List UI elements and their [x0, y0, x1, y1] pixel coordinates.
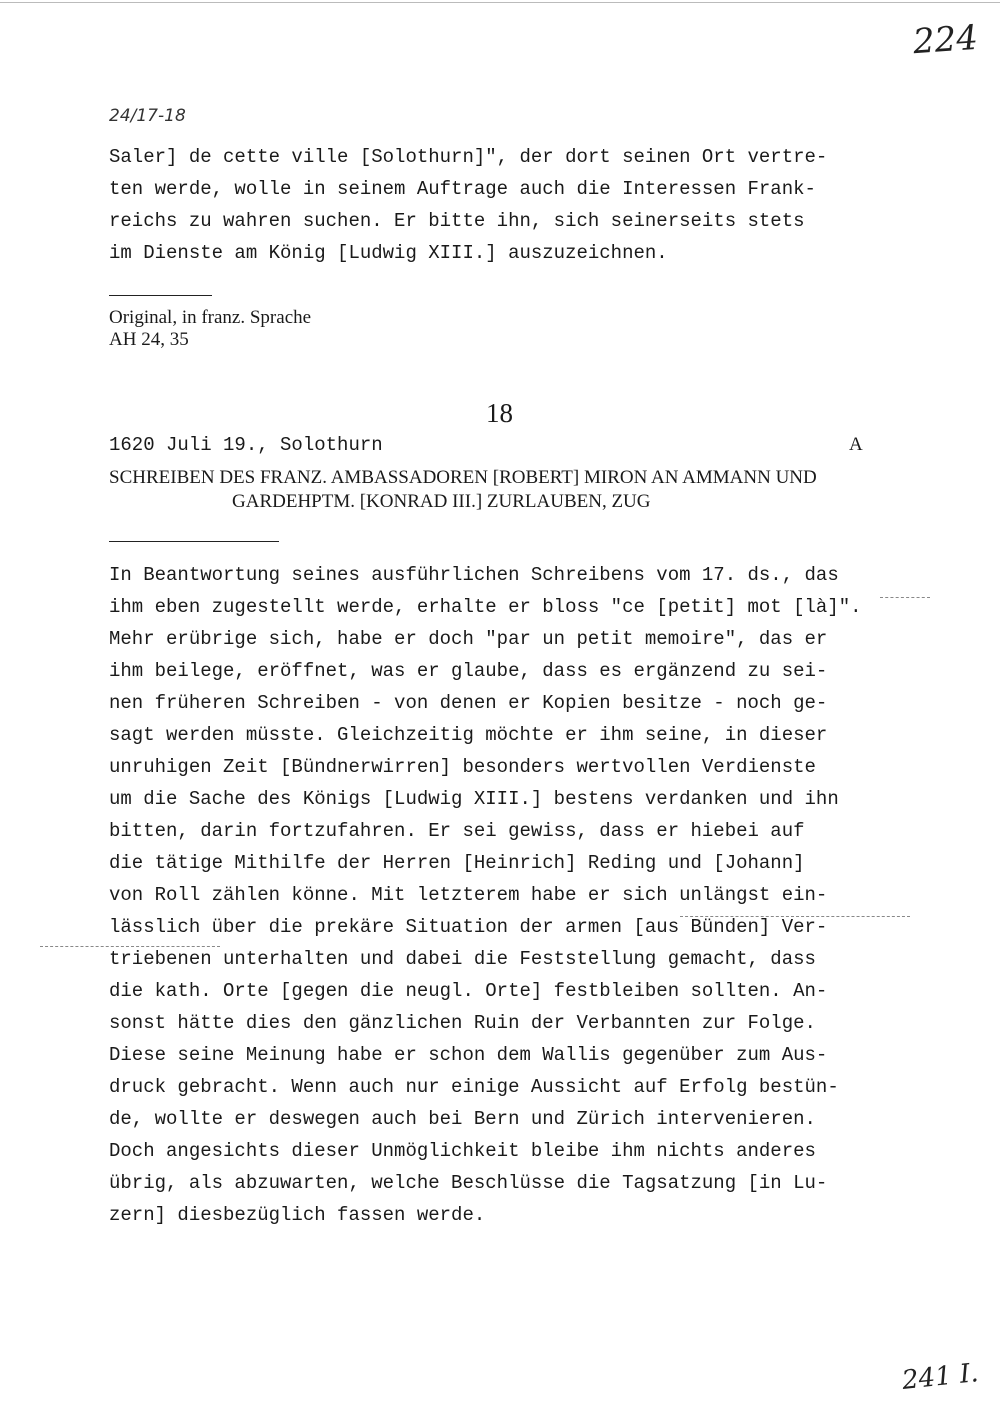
scan-artifact — [0, 2, 1000, 3]
text-line: Doch angesichts dieser Unmöglichkeit bleibe ihm nichts anderes — [109, 1140, 816, 1162]
intro-paragraph — [109, 141, 827, 269]
text-line: sagt werden müsste. Gleichzeitig möchte er ihm seine, in dieser — [109, 724, 828, 746]
text-line: nen früheren Schreiben - von denen er Kopien besitze - noch ge- — [109, 692, 828, 714]
body-paragraph — [109, 559, 862, 1231]
text-line: von Roll zählen könne. Mit letzterem habe er sich unlängst ein- — [109, 884, 828, 906]
text-line: Mehr erübrige sich, habe er doch "par un petit memoire", das er — [109, 628, 828, 650]
text-line: Saler] de cette ville [Solothurn]", der dort seinen Ort vertre- — [109, 146, 828, 168]
document-number: 18 — [486, 398, 513, 428]
text-line: übrig, als abzuwarten, welche Beschlüsse die Tagsatzung [in Lu- — [109, 1172, 828, 1194]
text-line: ten werde, wolle in seinem Auftrage auch die Interessen Frank- — [109, 178, 816, 200]
scan-artifact — [40, 946, 220, 947]
text-line: reichs zu wahren suchen. Er bitte ihn, sich seinerseits stets — [109, 210, 805, 232]
text-line: Diese seine Meinung habe er schon dem Wallis gegenüber zum Aus- — [109, 1044, 828, 1066]
document-title-line-2: GARDEHPTM. [KONRAD III.] ZURLAUBEN, ZUG — [232, 491, 651, 512]
document-reference: 24/17-18 — [109, 106, 186, 126]
source-divider — [109, 295, 212, 296]
text-line: In Beantwortung seines ausführlichen Schreibens vom 17. ds., das — [109, 564, 839, 586]
text-line: bitten, darin fortzufahren. Er sei gewiss, dass er hiebei auf — [109, 820, 805, 842]
text-line: lässlich über die prekäre Situation der armen [aus Bünden] Ver- — [109, 916, 828, 938]
archive-page-annotation: 241 I. — [900, 1358, 980, 1396]
text-line: druck gebracht. Wenn auch nur einige Aussicht auf Erfolg bestün- — [109, 1076, 839, 1098]
text-line: triebenen unterhalten und dabei die Feststellung gemacht, dass — [109, 948, 816, 970]
text-line: die tätige Mithilfe der Herren [Heinrich] Reding und [Johann] — [109, 852, 805, 874]
title-divider — [109, 541, 279, 542]
text-line: zern] diesbezüglich fassen werde. — [109, 1204, 486, 1226]
source-note-original: Original, in franz. Sprache — [109, 307, 312, 328]
text-line: de, wollte er deswegen auch bei Bern und Zürich intervenieren. — [109, 1108, 816, 1130]
text-line: im Dienste am König [Ludwig XIII.] auszuzeichnen. — [109, 242, 668, 264]
text-line: unruhigen Zeit [Bündnerwirren] besonders wertvollen Verdienste — [109, 756, 816, 778]
text-line: ihm beilege, eröffnet, was er glaube, dass es ergänzend zu sei- — [109, 660, 828, 682]
text-line: sonst hätte dies den gänzlichen Ruin der Verbannten zur Folge. — [109, 1012, 816, 1034]
page-number: 224 — [911, 17, 980, 63]
scan-artifact — [680, 916, 910, 917]
scan-artifact — [880, 597, 930, 598]
text-line: um die Sache des Königs [Ludwig XIII.] bestens verdanken und ihn — [109, 788, 839, 810]
document-title-line-1: SCHREIBEN DES FRANZ. AMBASSADOREN [ROBERT] MIRON AN AMMANN UND — [109, 467, 817, 488]
text-line: ihm eben zugestellt werde, erhalte er bloss "ce [petit] mot [là]". — [109, 596, 862, 618]
document-marker: A — [849, 434, 863, 455]
source-note-archive: AH 24, 35 — [109, 329, 189, 350]
text-line: die kath. Orte [gegen die neugl. Orte] festbleiben sollten. An- — [109, 980, 828, 1002]
document-date-place: 1620 Juli 19., Solothurn — [109, 434, 383, 456]
